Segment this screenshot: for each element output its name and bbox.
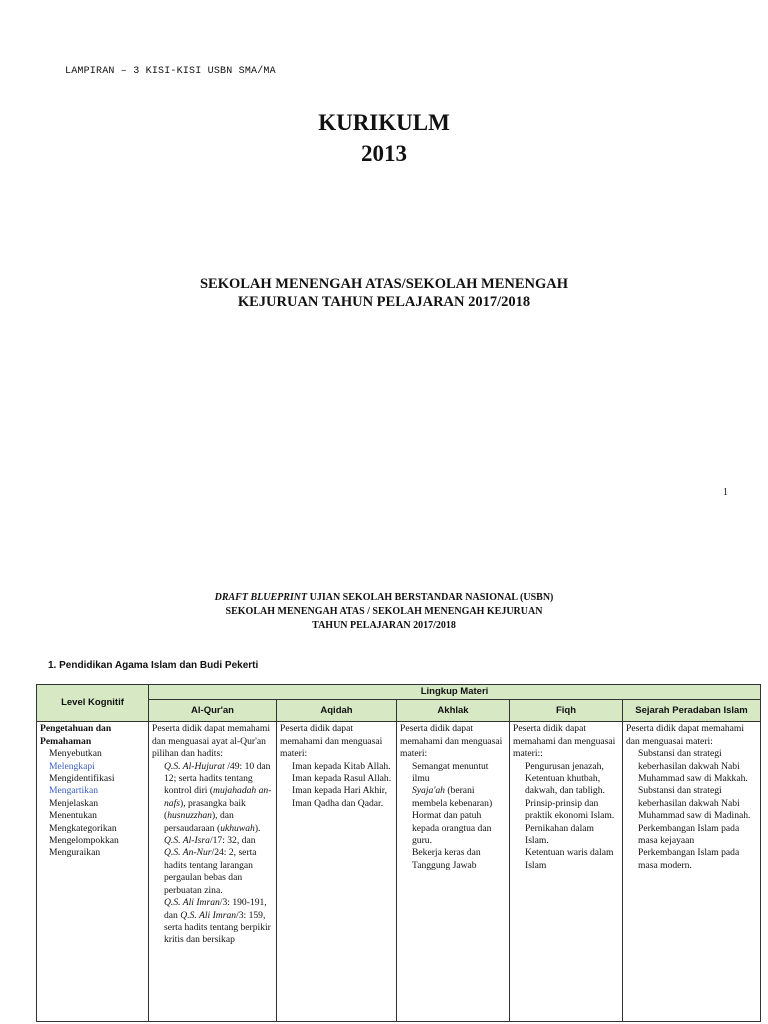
aqidah-cell — [277, 722, 397, 1022]
aqidah-item: Iman Qadha dan Qadar. — [292, 797, 384, 809]
draft-line-3: TAHUN PELAJARAN 2017/2018 — [312, 620, 456, 631]
fiqh-item: Pernikahan dalam Islam. — [525, 822, 594, 847]
fiqh-cell — [510, 722, 623, 1022]
col-sejarah: Sejarah Peradaban Islam — [623, 700, 761, 722]
verb-item: Menguraikan — [49, 847, 101, 859]
verb-item: Menjelaskan — [49, 797, 99, 809]
alquran-ref-3-title: Q.S. Ali Imran — [164, 897, 220, 909]
fiqh-item: Prinsip-prinsip dan praktik ekonomi Islam. — [525, 797, 615, 822]
fiqh-item: Pengurusan jenazah, — [525, 760, 604, 772]
alquran-ref-3 — [152, 897, 273, 947]
verb-item: Mengartikan — [49, 785, 99, 797]
level-header: Level Kognitif — [37, 685, 149, 722]
sejarah-item: Substansi dan strategi keberhasilan dakwah Nabi Muhammad saw di Madinah. — [638, 785, 751, 822]
aqidah-item: Iman kepada Rasul Allah. — [292, 773, 392, 785]
blueprint-table — [36, 684, 761, 1022]
col-alquran: Al-Qur'an — [149, 700, 277, 722]
draft-line-1-rest: UJIAN SEKOLAH BERSTANDAR NASIONAL (USBN) — [307, 592, 554, 603]
sejarah-intro: Peserta didik dapat memahami dan menguasai materi: — [626, 723, 745, 747]
draft-line-2: SEKOLAH MENENGAH ATAS / SEKOLAH MENENGAH KEJURUAN — [225, 606, 543, 617]
title-line-2: 2013 — [361, 141, 407, 166]
lampiran-label: LAMPIRAN – 3 KISI-KISI USBN SMA/MA — [65, 66, 276, 77]
draft-italic: DRAFT BLUEPRINT — [214, 592, 308, 603]
alquran-ref-2-text: /24: 2, serta hadits tentang larangan pergaulan bebas dan perbuatan zina. — [164, 847, 257, 896]
alquran-ref-1-text: ), prasangka baik ( — [164, 797, 246, 822]
alquran-ref-1 — [152, 761, 273, 835]
draft-line-1 — [0, 591, 768, 605]
alquran-ref-1-text: ). — [254, 822, 261, 834]
fiqh-item: Ketentuan khutbah, dakwah, dan tabligh. — [525, 773, 605, 797]
alquran-ref-2-title: Q.S. Al-Isra — [164, 835, 210, 847]
alquran-ref-2-text: /17: 32, dan — [209, 835, 256, 847]
alquran-cell — [149, 722, 277, 1022]
term: husnuzzhan — [167, 810, 212, 822]
scope-header: Lingkup Materi — [149, 685, 761, 700]
term: Syaja'ah — [412, 785, 445, 797]
aqidah-intro: Peserta didik dapat memahami dan menguasai materi: — [280, 723, 383, 760]
akhlak-item: Bekerja keras dan Tanggung Jawab — [412, 847, 481, 871]
level-cell — [37, 722, 149, 1022]
verb-item: Menyebutkan — [49, 748, 102, 760]
verb-item: Melengkapi — [49, 760, 95, 772]
sejarah-item: Substansi dan strategi keberhasilan dakwah Nabi Muhammad saw di Makkah. — [638, 748, 748, 785]
aqidah-item: Iman kepada Hari Akhir, — [292, 785, 387, 797]
verb-item: Menentukan — [49, 810, 97, 822]
akhlak-item: Semangat menuntut ilmu — [412, 760, 489, 785]
col-aqidah: Aqidah — [277, 700, 397, 722]
page-number: 1 — [723, 487, 728, 498]
col-fiqh: Fiqh — [510, 700, 623, 722]
akhlak-cell — [397, 722, 510, 1022]
verb-item: Mengidentifikasi — [49, 773, 115, 785]
akhlak-item: Hormat dan patuh kepada orangtua dan guru. — [412, 810, 492, 847]
school-line-1: SEKOLAH MENENGAH ATAS/SEKOLAH MENENGAH — [199, 276, 569, 292]
fiqh-intro: Peserta didik dapat memahami dan menguasai materi:: — [513, 723, 616, 760]
alquran-ref-1-title: Q.S. Al-Hujurat — [164, 760, 225, 772]
school-line-2: KEJURUAN TAHUN PELAJARAN 2017/2018 — [237, 294, 531, 310]
sejarah-item: Perkembangan Islam pada masa kejayaan — [638, 822, 740, 847]
alquran-intro: Peserta didik dapat memahami dan menguasai ayat al-Qur'an pilihan dan hadits: — [152, 723, 271, 760]
fiqh-item: Ketentuan waris dalam Islam — [525, 847, 614, 871]
term: ukhuwah — [220, 822, 255, 834]
alquran-ref-1-text: /49: 10 dan 12; serta hadits tentang kontrol diri ( — [164, 760, 271, 797]
akhlak-item — [400, 785, 506, 810]
title-line-1: KURIKULM — [318, 110, 450, 135]
alquran-ref-3b-title: Q.S. Ali Imran — [180, 909, 237, 921]
verb-item: Mengelompokkan — [49, 835, 119, 847]
alquran-ref-2b-title: Q.S. An-Nur — [164, 847, 212, 859]
term: mujahadah an-nafs — [164, 785, 272, 809]
sejarah-cell — [623, 722, 761, 1022]
section-title: 1. Pendidikan Agama Islam dan Budi Pekerti — [48, 660, 259, 671]
col-akhlak: Akhlak — [397, 700, 510, 722]
level-title: Pengetahuan dan Pemahaman — [40, 723, 112, 747]
alquran-ref-1-text: ), dan persaudaraan ( — [164, 810, 234, 834]
alquran-ref-3-text: /3: 190-191, dan — [164, 897, 267, 921]
alquran-ref-3-text: /3: 159, serta hadits tentang berpikir kritis dan bersikap — [164, 909, 271, 946]
alquran-ref-2 — [152, 835, 273, 897]
aqidah-item: Iman kepada Kitab Allah. — [292, 760, 391, 772]
verb-item: Mengkategorikan — [49, 822, 117, 834]
sejarah-item: Perkembangan Islam pada masa modern. — [638, 847, 740, 871]
akhlak-item-text: (berani membela kebenaran) — [412, 785, 493, 809]
akhlak-intro: Peserta didik dapat memahami dan menguasai materi: — [400, 723, 503, 760]
